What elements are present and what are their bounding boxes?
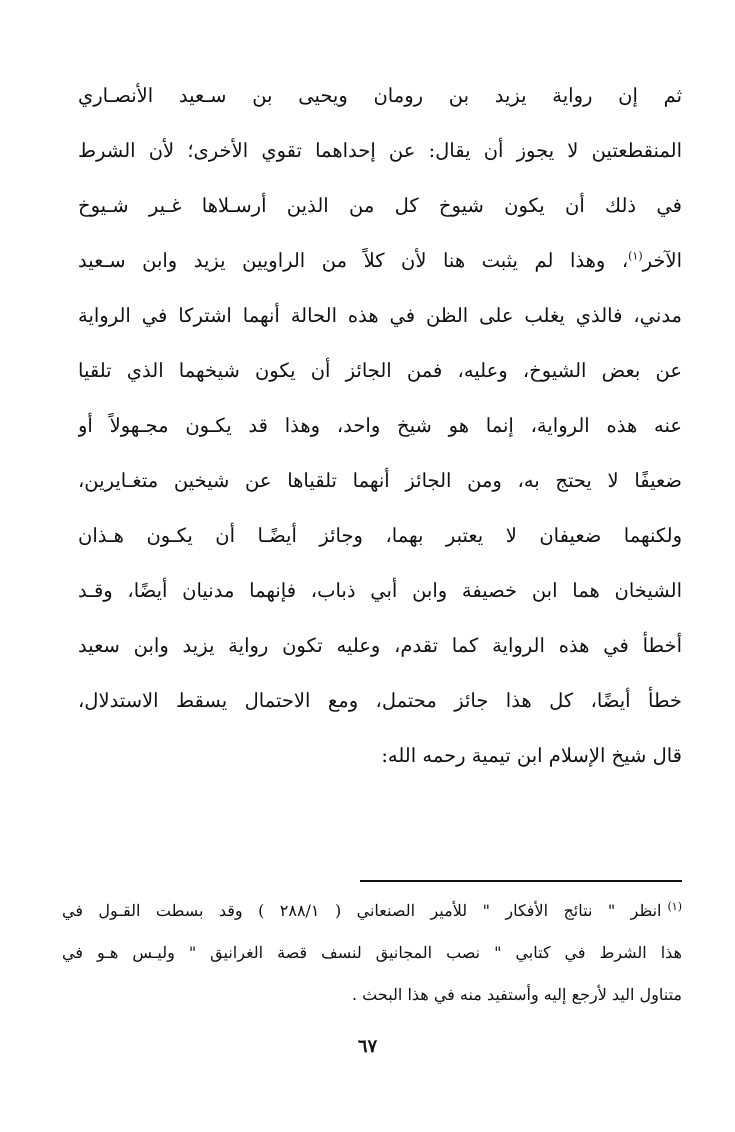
text-line-6: عن بعض الشيوخ، وعليه، فمن الجائز أن يكون شيخهما الذي تلقيا bbox=[78, 359, 682, 382]
text-line-5: مدني، فالذي يغلب على الظن في هذه الحالة أنهما اشتركا في الرواية bbox=[78, 304, 682, 327]
footnote-divider bbox=[360, 880, 682, 882]
page-number: ٦٧ bbox=[357, 1036, 378, 1057]
text-line-10: الشيخان هما ابن خصيفة وابن أبي ذباب، فإنهما مدنيان أيضًا، وقـد bbox=[78, 579, 682, 602]
footnote-line-1 bbox=[62, 890, 682, 932]
text-line-8: ضعيفًا لا يحتج به، ومن الجائز أنهما تلقياها عن شيخين متغـايرين، bbox=[78, 469, 682, 492]
text-line-9: ولكنهما ضعيفان لا يعتبر بهما، وجائز أيضًـا أن يكـون هـذان bbox=[78, 524, 682, 547]
footnote-line-2: هذا الشرط في كتابي " نصب المجانيق لنسف قصة الغرانيق " وليـس هـو في bbox=[62, 943, 682, 962]
text-line-2: المنقطعتين لا يجوز أن يقال: عن إحداهما تقوي الأخرى؛ لأن الشرط bbox=[78, 139, 682, 162]
footnote-line-1-text: انظر " نتائج الأفكار " للأمير الصنعاني ( ٢٨٨/١ ) وقد بسطت القـول في bbox=[62, 901, 662, 920]
text-line-12: خطأ أيضًا، كل هذا جائز محتمل، ومع الاحتمال يسقط الاستدلال، bbox=[78, 689, 682, 712]
text-line-13: قال شيخ الإسلام ابن تيمية رحمه الله: bbox=[381, 744, 682, 767]
text-line-1: ثم إن رواية يزيد بن رومان ويحيى بن سـعيد الأنصـاري bbox=[78, 84, 682, 107]
text-line-11: أخطأ في هذه الرواية كما تقدم، وعليه تكون رواية يزيد وابن سعيد bbox=[78, 634, 682, 657]
footnotes bbox=[62, 890, 682, 1016]
text-line-7: عنه هذه الرواية، إنما هو شيخ واحد، وهذا قد يكـون مجـهولاً أو bbox=[78, 414, 682, 437]
footnote-reference[interactable]: (١) bbox=[628, 249, 643, 263]
text-line-3: في ذلك أن يكون شيوخ كل من الذين أرسـلاها غـير شـيوخ bbox=[78, 194, 682, 217]
footnote-marker: (١) bbox=[667, 899, 682, 913]
main-text bbox=[78, 68, 682, 783]
text-line-4 bbox=[78, 233, 682, 288]
text-line-4-rest: ، وهذا لم يثبت هنا لأن كلاً من الراويين يزيد وابن سـعيد bbox=[78, 249, 629, 272]
footnote-line-3: متناول اليد لأرجع إليه وأستفيد منه في هذا البحث . bbox=[352, 985, 682, 1004]
text-line-4-start: الآخر bbox=[642, 249, 682, 272]
